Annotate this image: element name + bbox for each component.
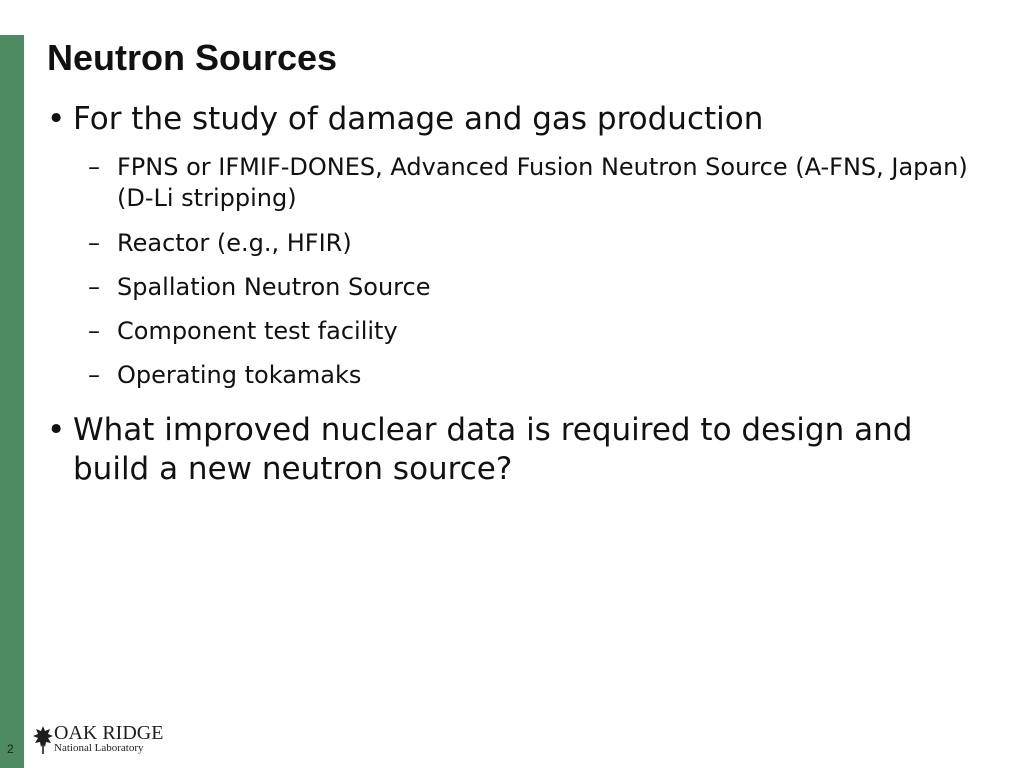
sub-bullet-marker: – [88,273,100,301]
logo-line-2: National Laboratory [54,742,144,754]
sub-bullet-2 [88,228,968,259]
sub-bullet-text: Reactor (e.g., HFIR) [117,229,352,257]
sub-bullet-marker: – [88,361,100,389]
sub-bullet-marker: – [88,317,100,345]
oak-ridge-logo [32,722,162,758]
bullet-2 [47,411,997,489]
page-number: 2 [7,742,14,756]
sub-bullet-1 [88,152,968,214]
slide-title: Neutron Sources [47,37,338,78]
sub-bullet-text: Operating tokamaks [117,361,362,389]
logo-line-1: OAK RIDGE [54,722,164,744]
sub-bullet-text: FPNS or IFMIF-DONES, Advanced Fusion Neutron Source (A-FNS, Japan) (D-Li stripping) [117,153,968,212]
leaf-icon [32,725,54,755]
sub-bullet-5 [88,360,968,391]
bullet-marker: • [47,412,66,448]
sub-bullet-marker: – [88,229,100,257]
sub-bullet-text: Component test facility [117,317,398,345]
sub-bullet-marker: – [88,153,100,181]
bullet-text: For the study of damage and gas production [73,101,764,137]
sub-bullet-4 [88,316,968,347]
side-accent-bar [0,35,24,768]
sub-bullet-3 [88,272,968,303]
sub-bullet-text: Spallation Neutron Source [117,273,431,301]
bullet-1 [47,100,997,139]
bullet-text: What improved nuclear data is required to design and build a new neutron source? [73,412,913,487]
bullet-marker: • [47,101,66,137]
